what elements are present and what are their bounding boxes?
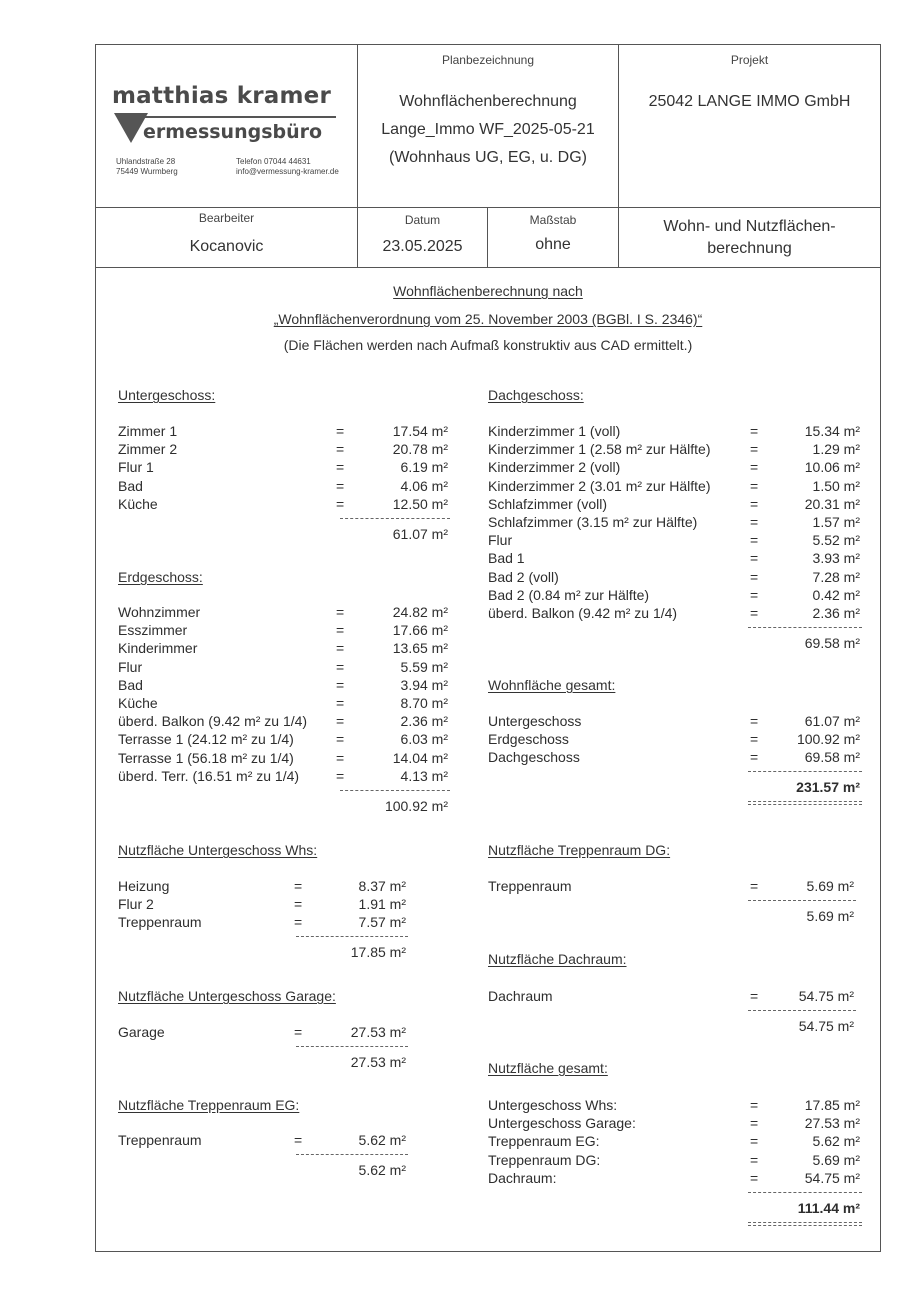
area-label: Terrasse 1 (24.12 m² zu 1/4) — [118, 731, 294, 748]
eg-row — [118, 713, 448, 731]
dg-row — [488, 587, 860, 605]
area-value: 1.91 m² — [358, 896, 406, 913]
equals-sign: = — [750, 878, 759, 894]
area-label: Garage — [118, 1024, 165, 1040]
equals-sign: = — [336, 695, 345, 711]
area-label: Flur 1 — [118, 459, 154, 476]
area-value: 4.13 m² — [400, 767, 448, 784]
area-label: Dachraum — [488, 988, 553, 1004]
area-value: 5.69 m² — [806, 878, 854, 894]
scale-label: Maßstab — [529, 213, 577, 227]
equals-sign: = — [336, 749, 345, 766]
area-value: 100.92 m² — [796, 731, 860, 748]
dg-row — [488, 459, 860, 477]
equals-sign: = — [750, 605, 759, 621]
area-label: Schlafzimmer (voll) — [488, 495, 608, 512]
area-value: 17.66 m² — [392, 622, 448, 639]
logo-cell — [96, 45, 358, 207]
eg-total: 100.92 m² — [384, 797, 448, 814]
equals-sign: = — [294, 896, 303, 913]
editor-value: Kocanovic — [189, 238, 264, 255]
dg-row — [488, 441, 860, 459]
nf-gesamt-row — [488, 1152, 860, 1170]
area-label: Flur — [118, 658, 143, 675]
equals-sign: = — [750, 495, 759, 512]
nf-dachraum-row — [488, 988, 854, 1006]
nf-gesamt-row — [488, 1133, 860, 1151]
sum-line — [296, 1046, 408, 1047]
eg-title: Erdgeschoss: — [118, 569, 203, 585]
document-frame — [95, 44, 881, 1252]
area-value: 5.69 m² — [812, 1151, 860, 1168]
equals-sign: = — [750, 550, 759, 567]
nf-gesamt-total: 111.44 m² — [797, 1199, 860, 1216]
area-value: 0.42 m² — [812, 586, 860, 603]
area-label: Kinderzimmer 2 (3.01 m² zur Hälfte) — [488, 477, 711, 494]
area-value: 61.07 m² — [804, 713, 860, 729]
area-value: 8.37 m² — [358, 878, 406, 894]
area-label: Untergeschoss — [488, 713, 582, 729]
equals-sign: = — [750, 568, 759, 585]
area-value: 27.53 m² — [804, 1115, 860, 1132]
nf-ug-garage-total: 27.53 m² — [350, 1054, 406, 1070]
equals-sign: = — [750, 477, 759, 494]
area-label: Kinderzimmer 2 (voll) — [488, 459, 621, 476]
sum-line — [748, 1010, 856, 1011]
area-value: 3.94 m² — [400, 676, 448, 693]
area-label: Bad 2 (0.84 m² zur Hälfte) — [488, 586, 650, 603]
equals-sign: = — [294, 878, 303, 894]
equals-sign: = — [336, 622, 345, 639]
area-label: Schlafzimmer (3.15 m² zur Hälfte) — [488, 514, 698, 530]
equals-sign: = — [336, 441, 345, 458]
area-label: Kinderzimmer 1 (2.58 m² zur Hälfte) — [488, 441, 711, 458]
area-value: 13.65 m² — [392, 640, 448, 657]
equals-sign: = — [750, 749, 759, 766]
sum-line — [340, 790, 450, 791]
area-label: Treppenraum — [118, 1132, 202, 1148]
nf-ug-whs-row — [118, 914, 406, 932]
equals-sign: = — [750, 713, 759, 729]
dg-row — [488, 514, 860, 532]
nf-ug-whs-title: Nutzfläche Untergeschoss Whs: — [118, 842, 318, 858]
equals-sign: = — [336, 731, 345, 748]
equals-sign: = — [750, 441, 759, 458]
dg-row — [488, 550, 860, 568]
eg-row — [118, 604, 448, 622]
area-value: 2.36 m² — [400, 713, 448, 730]
area-label: Untergeschoss Garage: — [488, 1115, 636, 1132]
nf-dachraum-title: Nutzfläche Dachraum: — [488, 951, 627, 967]
nf-ug-whs-row — [118, 878, 406, 896]
area-label: Zimmer 2 — [118, 441, 178, 458]
area-label: Terrasse 1 (56.18 m² zu 1/4) — [118, 749, 294, 766]
address-line2: 75449 Wurmberg — [116, 167, 178, 176]
nf-tr-dg-total: 5.69 m² — [806, 908, 854, 924]
area-label: Zimmer 1 — [118, 423, 178, 439]
area-value: 6.19 m² — [400, 459, 448, 476]
area-value: 8.70 m² — [400, 695, 448, 711]
equals-sign: = — [294, 1024, 303, 1040]
nf-dachraum-total: 54.75 m² — [798, 1018, 854, 1034]
equals-sign: = — [750, 586, 759, 603]
equals-sign: = — [336, 495, 345, 512]
date-label: Datum — [404, 213, 441, 227]
company-name: matthias kramer — [112, 83, 332, 109]
double-sum-line-1 — [748, 801, 862, 802]
company-phone: Telefon 07044 44631 — [236, 157, 311, 166]
date-cell — [358, 207, 488, 267]
dg-title: Dachgeschoss: — [488, 387, 584, 403]
area-value: 2.36 m² — [812, 605, 860, 621]
area-label: Küche — [118, 695, 158, 711]
sum-line — [748, 627, 862, 628]
nf-tr-eg-total: 5.62 m² — [358, 1162, 406, 1178]
area-value: 54.75 m² — [798, 988, 854, 1004]
area-label: Wohnzimmer — [118, 604, 201, 620]
dg-total: 69.58 m² — [804, 635, 860, 651]
equals-sign: = — [750, 1151, 759, 1168]
area-label: Treppenraum — [488, 878, 572, 894]
area-value: 17.85 m² — [804, 1097, 860, 1113]
nf-tr-eg-row — [118, 1132, 406, 1150]
date-value: 23.05.2025 — [382, 238, 463, 255]
area-label: Esszimmer — [118, 622, 188, 639]
nf-ug-garage-row — [118, 1024, 406, 1042]
eg-row — [118, 659, 448, 677]
equals-sign: = — [750, 1133, 759, 1150]
double-sum-line-1 — [748, 1222, 862, 1223]
area-value: 7.28 m² — [812, 568, 860, 585]
area-value: 3.93 m² — [812, 550, 860, 567]
plan-line1: Wohnflächenberechnung — [399, 93, 577, 110]
intro-regulation: „Wohnflächenverordnung vom 25. November 2003 (BGBl. I S. 2346)“ — [273, 311, 703, 327]
type-line1: Wohn- und Nutzflächen- — [663, 218, 836, 235]
area-label: Kinderzimmer 1 (voll) — [488, 423, 621, 439]
plan-label: Planbezeichnung — [441, 53, 535, 67]
area-value: 4.06 m² — [400, 477, 448, 494]
ug-row — [118, 441, 448, 459]
company-address — [116, 157, 178, 177]
ug-title: Untergeschoss: — [118, 387, 216, 403]
equals-sign: = — [294, 914, 303, 931]
company-subtitle: ermessungsbüro — [143, 121, 323, 143]
sum-line — [748, 771, 862, 772]
area-label: Treppenraum DG: — [488, 1151, 601, 1168]
area-value: 54.75 m² — [804, 1169, 860, 1186]
double-sum-line-2 — [748, 1225, 862, 1226]
area-label: Erdgeschoss — [488, 731, 569, 748]
area-label: Heizung — [118, 878, 170, 894]
sum-line — [748, 1192, 862, 1193]
equals-sign: = — [750, 1097, 759, 1113]
scale-value: ohne — [535, 236, 571, 253]
intro-note: (Die Flächen werden nach Aufmaß konstruktiv aus CAD ermittelt.) — [283, 337, 693, 353]
intro-title: Wohnflächenberechnung nach — [393, 283, 583, 299]
project-value: 25042 LANGE IMMO GmbH — [648, 93, 851, 110]
area-value: 14.04 m² — [392, 749, 448, 766]
nf-ug-whs-row — [118, 896, 406, 914]
area-label: überd. Balkon (9.42 m² zu 1/4) — [488, 605, 678, 621]
area-value: 27.53 m² — [350, 1024, 406, 1040]
ug-total: 61.07 m² — [392, 525, 448, 542]
equals-sign: = — [336, 676, 345, 693]
ug-row — [118, 459, 448, 477]
area-label: Bad 1 — [488, 550, 525, 567]
area-label: Flur 2 — [118, 896, 154, 913]
nf-ug-whs-total: 17.85 m² — [350, 944, 406, 961]
nf-tr-eg-title: Nutzfläche Treppenraum EG: — [118, 1097, 300, 1113]
nf-gesamt-row — [488, 1097, 860, 1115]
sum-line — [296, 1154, 408, 1155]
equals-sign: = — [336, 459, 345, 476]
area-value: 7.57 m² — [358, 914, 406, 931]
eg-row — [118, 640, 448, 658]
eg-row — [118, 677, 448, 695]
plan-line2: Lange_Immo WF_2025-05-21 — [381, 121, 595, 138]
equals-sign: = — [336, 640, 345, 657]
equals-sign: = — [294, 1132, 303, 1148]
scale-cell — [488, 207, 619, 267]
area-label: Küche — [118, 495, 158, 512]
dg-row — [488, 569, 860, 587]
area-value: 69.58 m² — [804, 749, 860, 766]
area-label: Bad — [118, 477, 143, 494]
equals-sign: = — [336, 713, 345, 730]
plan-line3: (Wohnhaus UG, EG, u. DG) — [389, 149, 587, 166]
area-label: Kinderimmer — [118, 640, 198, 657]
type-cell — [619, 207, 880, 267]
wf-gesamt-row — [488, 749, 860, 767]
dg-row — [488, 532, 860, 550]
company-email: info@vermessung-kramer.de — [236, 167, 339, 176]
project-cell — [619, 45, 880, 207]
nf-gesamt-title: Nutzfläche gesamt: — [488, 1060, 608, 1076]
wf-gesamt-title: Wohnfläche gesamt: — [488, 677, 616, 693]
eg-row — [118, 750, 448, 768]
area-value: 5.62 m² — [812, 1133, 860, 1150]
area-label: Bad 2 (voll) — [488, 568, 559, 585]
area-label: Dachraum: — [488, 1169, 557, 1186]
equals-sign: = — [336, 604, 345, 620]
area-value: 20.31 m² — [804, 495, 860, 512]
nf-tr-dg-title: Nutzfläche Treppenraum DG: — [488, 842, 671, 858]
area-value: 15.34 m² — [804, 423, 860, 439]
area-value: 10.06 m² — [804, 459, 860, 476]
eg-row — [118, 695, 448, 713]
area-value: 17.54 m² — [392, 423, 448, 439]
editor-cell — [96, 207, 358, 267]
dg-row — [488, 605, 860, 623]
area-value: 24.82 m² — [392, 604, 448, 620]
nf-gesamt-row — [488, 1115, 860, 1133]
ug-row — [118, 423, 448, 441]
sum-line — [340, 518, 450, 519]
header-divider-2 — [96, 267, 880, 268]
sum-line — [748, 900, 856, 901]
sum-line — [296, 936, 408, 937]
wf-gesamt-total: 231.57 m² — [796, 779, 860, 796]
nf-ug-garage-title: Nutzfläche Untergeschoss Garage: — [118, 988, 336, 1004]
equals-sign: = — [750, 532, 759, 549]
area-value: 1.29 m² — [812, 441, 860, 458]
dg-row — [488, 496, 860, 514]
area-value: 1.50 m² — [812, 477, 860, 494]
editor-label: Bearbeiter — [198, 211, 255, 225]
company-contact — [236, 157, 339, 177]
equals-sign: = — [750, 423, 759, 439]
equals-sign: = — [750, 1169, 759, 1186]
equals-sign: = — [750, 731, 759, 748]
area-value: 6.03 m² — [400, 731, 448, 748]
area-value: 5.62 m² — [358, 1132, 406, 1148]
double-sum-line-2 — [748, 804, 862, 805]
eg-row — [118, 622, 448, 640]
ug-row — [118, 478, 448, 496]
area-label: überd. Terr. (16.51 m² zu 1/4) — [118, 767, 300, 784]
wf-gesamt-row — [488, 731, 860, 749]
area-value: 20.78 m² — [392, 441, 448, 458]
eg-row — [118, 768, 448, 786]
equals-sign: = — [750, 988, 759, 1004]
wf-gesamt-row — [488, 713, 860, 731]
equals-sign: = — [750, 459, 759, 476]
area-value: 1.57 m² — [812, 514, 860, 530]
area-value: 5.59 m² — [400, 658, 448, 675]
ug-row — [118, 496, 448, 514]
eg-row — [118, 731, 448, 749]
area-label: Bad — [118, 676, 143, 693]
equals-sign: = — [336, 477, 345, 494]
type-line2: berechnung — [707, 240, 792, 257]
dg-row — [488, 423, 860, 441]
area-value: 12.50 m² — [392, 495, 448, 512]
equals-sign: = — [336, 658, 345, 675]
equals-sign: = — [750, 1115, 759, 1132]
address-line1: Uhlandstraße 28 — [116, 157, 176, 166]
nf-tr-dg-row — [488, 878, 854, 896]
area-label: Treppenraum EG: — [488, 1133, 600, 1150]
equals-sign: = — [336, 767, 345, 784]
equals-sign: = — [336, 423, 345, 439]
equals-sign: = — [750, 514, 759, 530]
area-label: Treppenraum — [118, 914, 202, 931]
area-label: Dachgeschoss — [488, 749, 580, 766]
area-label: überd. Balkon (9.42 m² zu 1/4) — [118, 713, 308, 730]
area-value: 5.52 m² — [812, 532, 860, 549]
logo-line — [140, 116, 336, 118]
nf-gesamt-row — [488, 1170, 860, 1188]
plan-cell — [358, 45, 619, 207]
area-label: Untergeschoss Whs: — [488, 1097, 618, 1113]
dg-row — [488, 478, 860, 496]
project-label: Projekt — [730, 53, 769, 67]
area-label: Flur — [488, 532, 513, 549]
